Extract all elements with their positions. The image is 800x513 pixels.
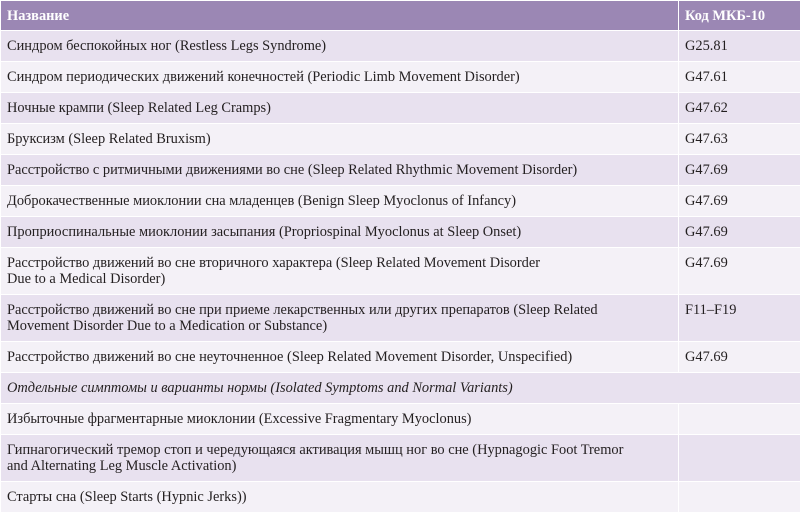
row-name: Проприоспинальные миоклонии засыпания (Propriospinal Myoclonus at Sleep Onset): [1, 217, 679, 248]
row-code: G47.69: [679, 342, 800, 373]
row-code: G47.61: [679, 62, 800, 93]
table-row: [1, 124, 800, 155]
row-code: F11–F19: [679, 295, 800, 342]
header-name: Название: [1, 1, 679, 31]
table-row: [1, 31, 800, 62]
row-name: Бруксизм (Sleep Related Bruxism): [1, 124, 679, 155]
header-row: [1, 1, 800, 31]
row-name: Синдром периодических движений конечностей (Periodic Limb Movement Disorder): [1, 62, 679, 93]
row-code: [679, 435, 800, 482]
table-row: [1, 435, 800, 482]
row-name: Синдром беспокойных ног (Restless Legs Syndrome): [1, 31, 679, 62]
table-row: [1, 248, 800, 295]
row-name-line2: Due to a Medical Disorder): [7, 271, 165, 287]
row-name: [1, 435, 679, 482]
row-code: G47.69: [679, 186, 800, 217]
row-code: G47.69: [679, 248, 800, 295]
table-row: [1, 62, 800, 93]
row-name: Старты сна (Sleep Starts (Hypnic Jerks)): [1, 482, 679, 513]
row-name: Доброкачественные миоклонии сна младенцев (Benign Sleep Myoclonus of Infancy): [1, 186, 679, 217]
row-name-line1: Расстройство движений во сне при приеме лекарственных или других препаратов (Sleep Related: [7, 302, 598, 318]
row-name: Избыточные фрагментарные миоклонии (Excessive Fragmentary Myoclonus): [1, 404, 679, 435]
row-code: G47.69: [679, 155, 800, 186]
table-row: [1, 217, 800, 248]
table-row: [1, 295, 800, 342]
table-row: [1, 404, 800, 435]
row-name-line1: Расстройство движений во сне вторичного характера (Sleep Related Movement Disorder: [7, 255, 540, 271]
section-heading-row: [1, 373, 800, 404]
row-name: Расстройство с ритмичными движениями во сне (Sleep Related Rhythmic Movement Disorder): [1, 155, 679, 186]
table-row: [1, 482, 800, 513]
row-name-line2: and Alternating Leg Muscle Activation): [7, 458, 236, 474]
row-name-line1: Гипнагогический тремор стоп и чередующаяся активация мышц ног во сне (Hypnagogic Foot Tremor: [7, 442, 623, 458]
header-code: Код МКБ-10: [679, 1, 800, 31]
row-code: [679, 404, 800, 435]
table-row: [1, 155, 800, 186]
row-code: G47.69: [679, 217, 800, 248]
section-heading: Отдельные симптомы и варианты нормы (Isolated Symptoms and Normal Variants): [1, 373, 800, 404]
table-row: [1, 186, 800, 217]
row-name: [1, 248, 679, 295]
row-code: G25.81: [679, 31, 800, 62]
table-row: [1, 342, 800, 373]
row-name: Расстройство движений во сне неуточненное (Sleep Related Movement Disorder, Unspecified): [1, 342, 679, 373]
row-code: [679, 482, 800, 513]
row-name: Ночные крампи (Sleep Related Leg Cramps): [1, 93, 679, 124]
table-row: [1, 93, 800, 124]
row-name-line2: Movement Disorder Due to a Medication or Substance): [7, 318, 327, 334]
row-name: [1, 295, 679, 342]
row-code: G47.63: [679, 124, 800, 155]
row-code: G47.62: [679, 93, 800, 124]
